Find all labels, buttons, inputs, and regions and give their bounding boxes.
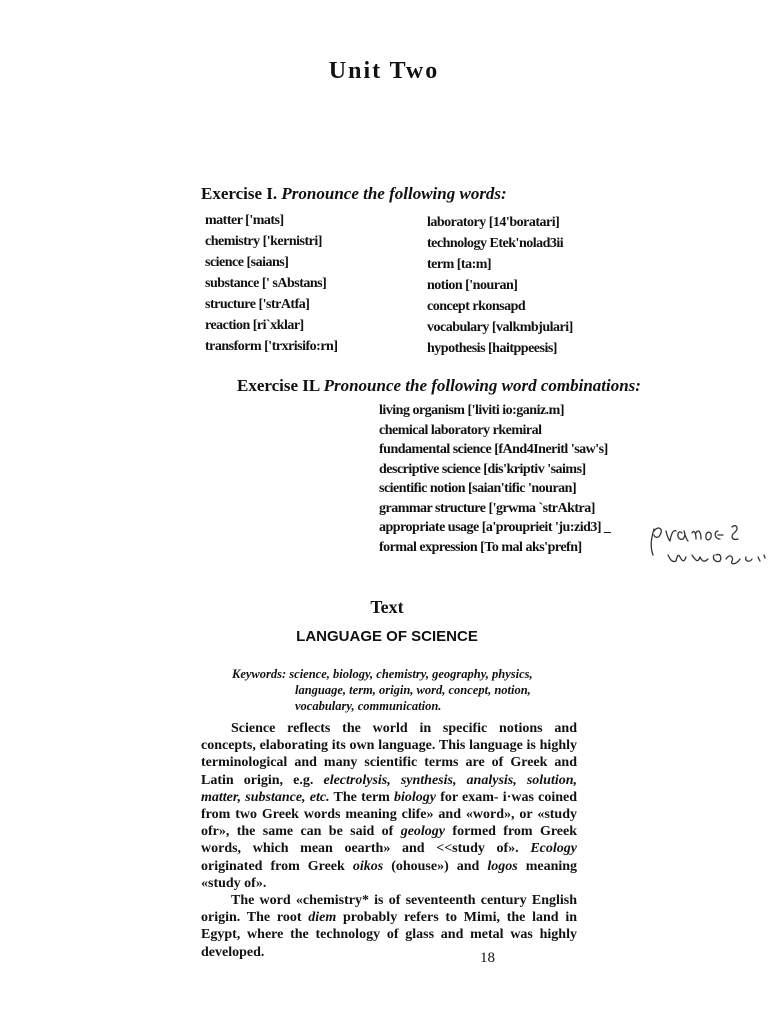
list-item: structure ['strAtfa] (205, 297, 310, 312)
article-title: LANGUAGE OF SCIENCE (296, 628, 478, 645)
exercise-1-label: Exercise I. (201, 184, 278, 203)
exercise-1-right-list (427, 212, 573, 359)
exercise-1-instruction: Pronounce the following words: (281, 184, 507, 203)
italic-run: diem (308, 910, 337, 926)
keywords-line: language, term, origin, word, concept, notion, (295, 683, 531, 697)
text-run: meaning «study of». (201, 858, 578, 891)
text-run: formed from Greek words, which mean oearth» and <<study of». (201, 824, 578, 857)
list-item: reaction [ri`xklar] (205, 318, 304, 333)
exercise-2-label: Exercise IL (237, 376, 320, 395)
text-run: probably refers to Mimi, the land in Egypt, where the technology of glass and metal was highly developed. (201, 910, 577, 960)
paragraph (201, 892, 577, 961)
list-item: term [ta:m] (427, 257, 492, 272)
italic-run: biology (394, 789, 437, 805)
text-run: The word «chemistry* is of seventeenth century English origin. The root (201, 893, 577, 926)
keywords-line: vocabulary, communication. (295, 699, 442, 713)
list-item: laboratory [14'boratari] (427, 215, 560, 230)
list-item: substance [' sAbstans] (205, 276, 327, 291)
text-heading: Text (370, 597, 404, 617)
keywords-line: Keywords: science, biology, chemistry, geography, physics, (232, 667, 533, 681)
italic-run: geology (400, 824, 446, 840)
exercise-1-left-list (205, 210, 338, 357)
list-item: chemical laboratory rkemiral (379, 422, 542, 438)
list-item: living organism ['liviti io:ganiz.m] (379, 403, 564, 418)
list-item: formal expression [To mal aks'prefn] (379, 539, 582, 555)
list-item: science [saians] (205, 255, 289, 270)
list-item: hypothesis [haitppeesis] (427, 341, 557, 356)
list-item: grammar structure ['grwma `strAktra] (379, 500, 595, 516)
handwritten-note (640, 515, 768, 575)
italic-run: electrolysis, synthesis, analysis, solution, matter, substance, etc. (201, 772, 578, 805)
list-item: technology Etek'nolad3ii (427, 236, 564, 251)
list-item: vocabulary [valkmbjulari] (427, 320, 573, 335)
list-item: concept rkonsapd (427, 299, 526, 314)
italic-run: Ecology (530, 841, 577, 857)
italic-run: logos (487, 858, 518, 874)
list-item: chemistry ['kernistri] (205, 234, 322, 249)
list-item: scientific notion [saian'tific 'nouran] (379, 481, 577, 496)
exercise-2-instruction: Pronounce the following word combinations: (323, 376, 641, 395)
italic-run: oikos (352, 858, 384, 874)
keywords (232, 666, 572, 714)
article-body (201, 720, 577, 961)
exercise-1-heading (201, 184, 507, 204)
text-run: originated from Greek (201, 858, 345, 874)
text-run: Science reflects the world in specific notions and concepts, elaborating its own language. This language is highly terminological and many scientific terms are of Greek and Latin origin, e.g. (201, 721, 577, 788)
list-item: descriptive science [dis'kriptiv 'saims] (379, 461, 586, 477)
paragraph (201, 720, 577, 892)
text-run: The term (333, 789, 390, 805)
list-item: matter ['mats] (205, 213, 284, 228)
text-run: for exam- i·was coined from two Greek words meaning clife» and «word», or «study ofr», the same can be said of (201, 789, 578, 840)
text-run: (ohouse») and (391, 858, 480, 874)
list-item: appropriate usage [a'prouprieit 'ju:zid3] _ (379, 520, 611, 535)
page-title: Unit Two (328, 58, 440, 84)
exercise-2-heading (237, 376, 641, 396)
list-item: fundamental science [fAnd4Ineritl 'saw's] (379, 442, 608, 457)
list-item: notion ['nouran] (427, 278, 518, 293)
page-number: 18 (480, 950, 495, 966)
exercise-2-list (379, 401, 611, 557)
list-item: transform ['trxrisifo:rn] (205, 339, 338, 354)
